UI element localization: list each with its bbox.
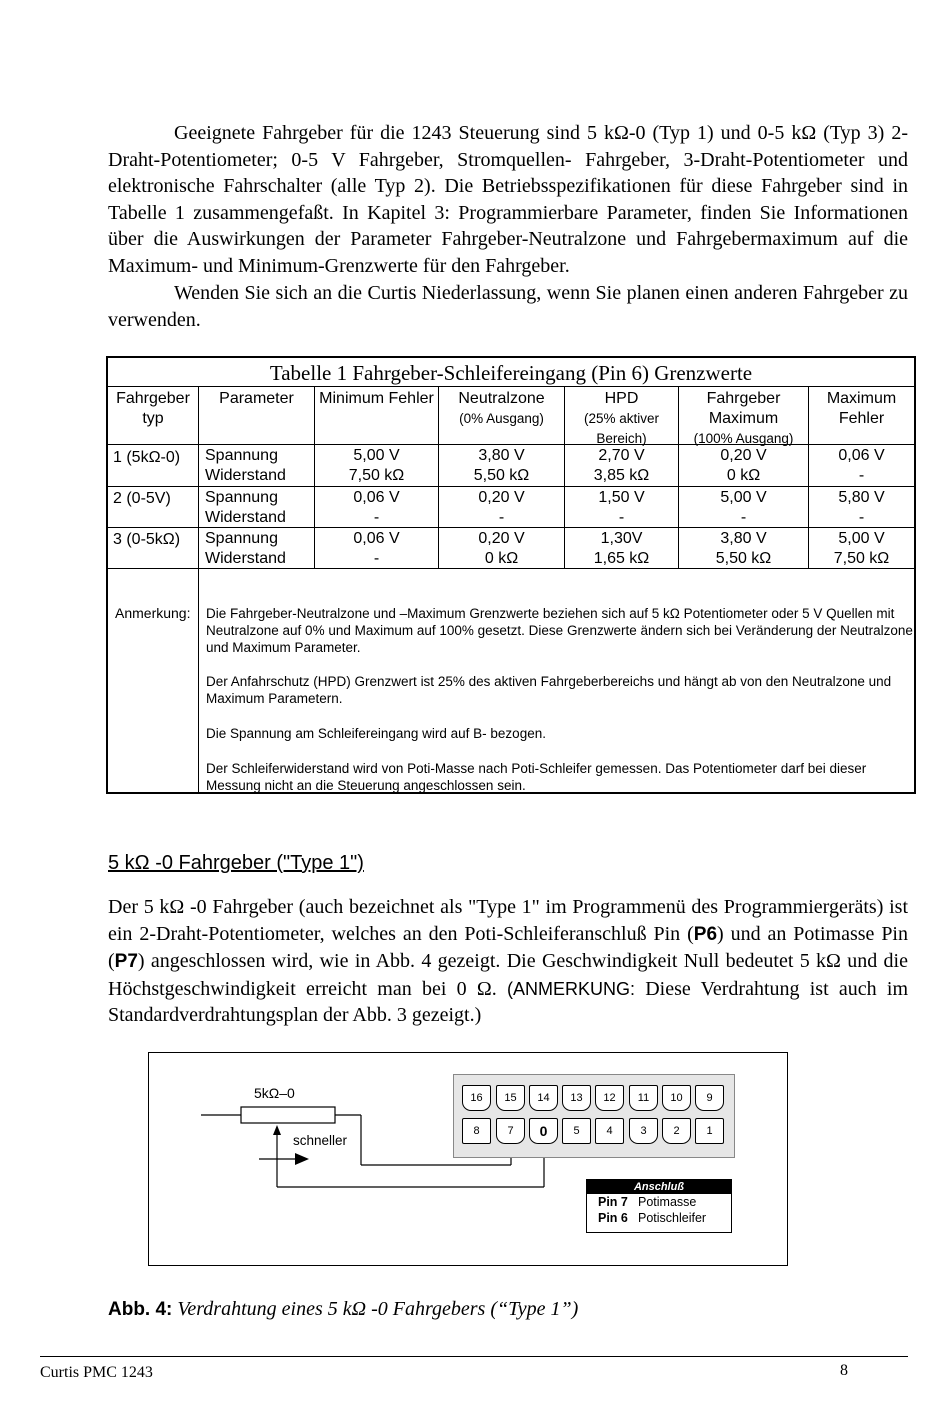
header-type: Fahrgeber typ: [116, 390, 190, 427]
row3-params: Spannung Widerstand: [205, 530, 286, 567]
legend-title: Anschluß: [587, 1180, 731, 1194]
intro-text-1: Geeignete Fahrgeber für die 1243 Steuerung sind 5 kΩ-0 (Typ 1) und 0-5 kΩ (Typ 3) 2-Draht-Potentiometer; 0-5 V Fahrgeber, Stromquellen- Fahrgeber, 3-Draht-Potentiometer und elektronische Fahrschalter (alle Typ 2). Die Betriebsspezifikationen für diese Fahrgeber sind in Tabelle 1 zusammengefaßt. In Kapitel 3: Programmierbare Parameter, finden Sie Informationen über die Auswirkungen der Parameter Fahrgeber-Neutralzone und Fahrgebermaximum auf die Maximum- und Minimum-Grenzwerte für den Fahrgeber.: [108, 122, 908, 277]
row3-max: 3,80 V 5,50 kΩ: [715, 530, 772, 567]
connector-block: [453, 1074, 735, 1158]
row3-maxerr: 5,00 V 7,50 kΩ: [833, 530, 890, 567]
pin-legend: [586, 1179, 732, 1233]
intro-text-2: Wenden Sie sich an die Curtis Niederlassung, wenn Sie planen einen anderen Fahrgeber zu verwenden.: [108, 282, 908, 331]
pin-14: 14: [529, 1085, 558, 1111]
row1-max: 0,20 V 0 kΩ: [720, 447, 767, 484]
pin-2: 2: [662, 1118, 691, 1144]
header-neutral-zone: Neutralzone (0% Ausgang): [458, 390, 545, 426]
header-hpd: HPD (25% aktiver Bereich): [583, 390, 660, 446]
pin-4: 4: [595, 1118, 624, 1144]
direction-label: schneller: [293, 1133, 348, 1148]
pin-p6: P6: [693, 923, 718, 945]
pin-13: 13: [562, 1085, 591, 1111]
pot-label: 5kΩ–0: [254, 1085, 295, 1101]
footer-rule: [40, 1356, 908, 1357]
note-4: Der Schleiferwiderstand wird von Poti-Masse nach Poti-Schleifer gemessen. Das Potentiometer darf bei dieser Messung nicht an die Steuerung angeschlossen sein.: [206, 761, 867, 793]
row2-type: 2 (0-5V): [113, 490, 171, 507]
pin-7: 7: [496, 1118, 525, 1144]
pin-15: 15: [496, 1085, 525, 1111]
legend-row-pin6: Pin 6 Potischleifer: [598, 1211, 707, 1225]
section-paragraph: Der 5 kΩ -0 Fahrgeber (auch bezeichnet als "Type 1" im Programmenü des Programmiergeräts) ist ein 2-Draht-Potentiometer, welches an den Poti-Schleiferanschluß Pin (P6) und an Potimasse Pin (P7) angeschlossen wird, wie in Abb. 4 gezeigt. Die Geschwindigkeit Null bedeutet 5 kΩ und die Höchstgeschwindigkeit erreicht man bei 0 Ω. (ANMERKUNG: Diese Verdrahtung ist auch im Standardverdrahtungsplan der Abb. 3 gezeigt.): [108, 896, 908, 1026]
pin-9: 9: [695, 1085, 724, 1111]
section-heading: 5 kΩ -0 Fahrgeber ("Type 1"): [108, 852, 364, 874]
row2-hpd: 1,50 V -: [598, 489, 645, 526]
caption-text: Verdrahtung eines 5 kΩ -0 Fahrgebers (“Type 1”): [177, 1298, 579, 1320]
figure-caption: [108, 1298, 578, 1321]
table-title: Tabelle 1 Fahrgeber-Schleifereingang (Pin 6) Grenzwerte: [269, 361, 753, 385]
row3-type: 3 (0-5kΩ): [113, 531, 181, 548]
note-1: Die Fahrgeber-Neutralzone und –Maximum Grenzwerte beziehen sich auf 5 kΩ Potentiometer oder 5 V Quellen mit Neutralzone auf 0% und Maximum auf 100% gesetzt. Diese Grenzwerte ändern sich bei Veränderung der Neutralzone und Maximum Parameter.: [206, 606, 913, 655]
header-maximum-error: Maximum Fehler: [826, 390, 897, 427]
row3-hpd: 1,30V 1,65 kΩ: [593, 530, 650, 567]
row1-maxerr: 0,06 V -: [838, 447, 885, 484]
pin-3: 3: [629, 1118, 658, 1144]
page-number: 8: [840, 1362, 848, 1379]
pin-8: 8: [462, 1118, 491, 1144]
pin-5: 5: [562, 1118, 591, 1144]
intro-paragraph-2: [108, 280, 908, 333]
pin-6: 0: [529, 1118, 558, 1144]
row2-min: 0,06 V -: [353, 489, 400, 526]
row2-params: Spannung Widerstand: [205, 489, 286, 526]
pin-16: 16: [462, 1085, 491, 1111]
limits-table: [106, 356, 916, 794]
row1-hpd: 2,70 V 3,85 kΩ: [593, 447, 650, 484]
row1-min: 5,00 V 7,50 kΩ: [348, 447, 405, 484]
row3-min: 0,06 V -: [353, 530, 400, 567]
row3-neutral: 0,20 V 0 kΩ: [478, 530, 525, 567]
legend-row-pin7: Pin 7 Potimasse: [598, 1195, 697, 1209]
intro-paragraph-1: [108, 120, 908, 279]
wiring-diagram: [148, 1052, 788, 1266]
pin-12: 12: [595, 1085, 624, 1111]
row1-neutral: 3,80 V 5,50 kΩ: [473, 447, 530, 484]
header-throttle-maximum: Fahrgeber Maximum (100% Ausgang): [693, 390, 794, 446]
row2-maxerr: 5,80 V -: [838, 489, 885, 526]
pin-11: 11: [629, 1085, 658, 1111]
pin-p7: P7: [114, 951, 138, 972]
header-parameter: Parameter: [219, 390, 294, 407]
note-2: Der Anfahrschutz (HPD) Grenzwert ist 25% des aktiven Fahrgeberbereichs und hängt ab von den Neutralzone und Maximum Parametern.: [206, 674, 892, 706]
row1-type: 1 (5kΩ-0): [113, 449, 181, 466]
note-3: Die Spannung am Schleifereingang wird auf B- bezogen.: [206, 726, 546, 741]
caption-label: Abb. 4:: [108, 1299, 173, 1320]
row1-params: Spannung Widerstand: [205, 447, 286, 484]
footer-title: Curtis PMC 1243: [40, 1364, 153, 1381]
pin-10: 10: [662, 1085, 691, 1111]
row2-neutral: 0,20 V -: [478, 489, 525, 526]
row2-max: 5,00 V -: [720, 489, 767, 526]
pin-1: 1: [695, 1118, 724, 1144]
note-label: Anmerkung:: [115, 605, 191, 621]
header-minimum-error: Minimum Fehler: [319, 390, 434, 407]
